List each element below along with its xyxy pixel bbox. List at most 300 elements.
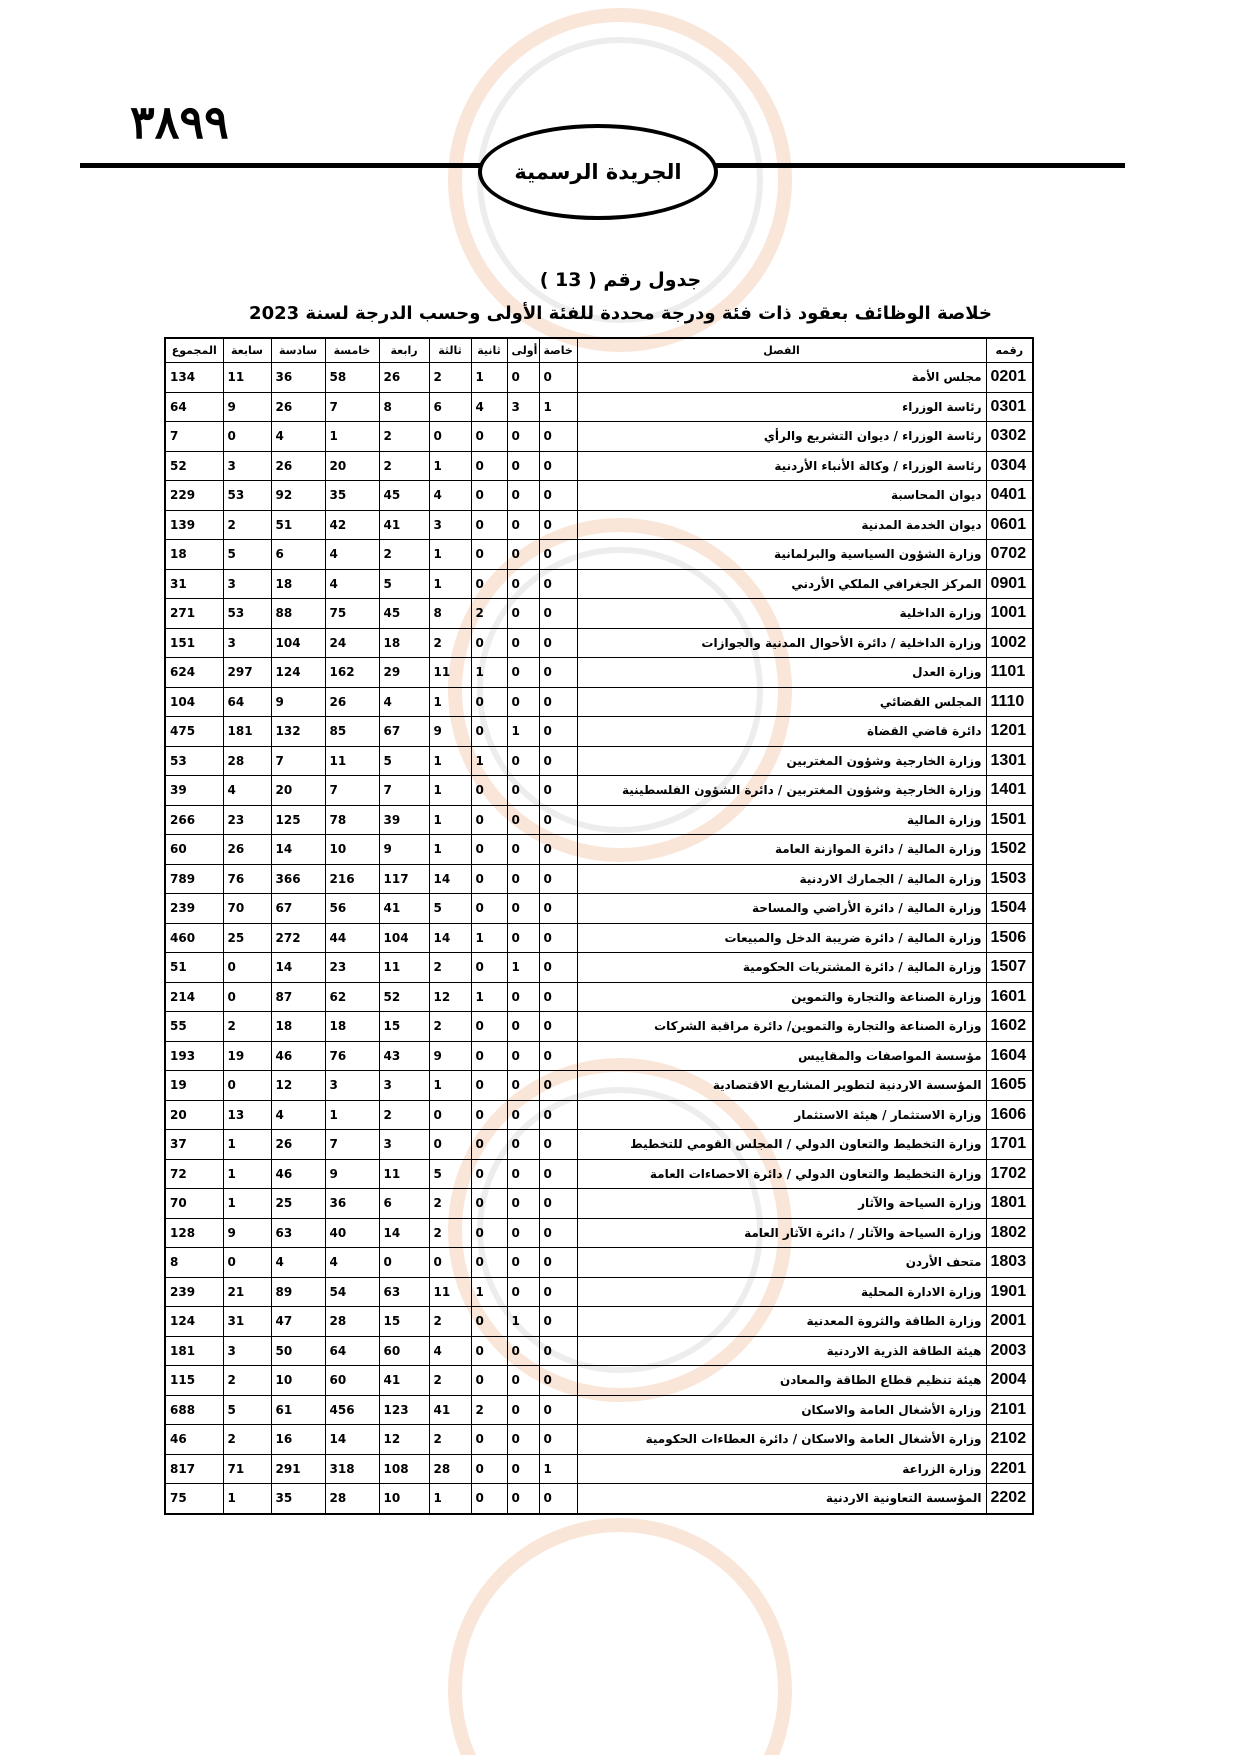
cell-fourth: 3 <box>379 1071 429 1101</box>
cell-sixth: 61 <box>271 1395 325 1425</box>
cell-name: مؤسسة المواصفات والمقاييس <box>577 1041 986 1071</box>
cell-sixth: 63 <box>271 1218 325 1248</box>
cell-name: متحف الأردن <box>577 1248 986 1278</box>
cell-seventh: 1 <box>223 1130 271 1160</box>
cell-code: 1601 <box>986 982 1033 1012</box>
table-row <box>165 1307 1033 1337</box>
cell-name: وزارة المالية / دائرة الأراضي والمساحة <box>577 894 986 924</box>
cell-code: 1803 <box>986 1248 1033 1278</box>
cell-code: 1201 <box>986 717 1033 747</box>
cell-third: 1 <box>429 569 471 599</box>
cell-third: 1 <box>429 1484 471 1514</box>
cell-fifth: 62 <box>325 982 379 1012</box>
cell-code: 1504 <box>986 894 1033 924</box>
cell-second: 0 <box>471 1454 507 1484</box>
cell-first: 0 <box>507 569 539 599</box>
jobs-summary-table <box>164 337 1034 1515</box>
cell-sixth: 125 <box>271 805 325 835</box>
cell-name: رئاسة الوزراء <box>577 392 986 422</box>
cell-fourth: 3 <box>379 1130 429 1160</box>
cell-special: 0 <box>539 776 577 806</box>
cell-fifth: 44 <box>325 923 379 953</box>
cell-third: 11 <box>429 658 471 688</box>
page-number: ٣٨٩٩ <box>130 95 229 149</box>
cell-total: 181 <box>165 1336 223 1366</box>
cell-special: 0 <box>539 687 577 717</box>
cell-special: 0 <box>539 1159 577 1189</box>
header-fourth: رابعة <box>379 338 429 363</box>
cell-fourth: 18 <box>379 628 429 658</box>
cell-fifth: 1 <box>325 422 379 452</box>
cell-code: 1702 <box>986 1159 1033 1189</box>
cell-second: 2 <box>471 599 507 629</box>
header-sixth: سادسة <box>271 338 325 363</box>
cell-third: 2 <box>429 1366 471 1396</box>
cell-total: 134 <box>165 363 223 393</box>
cell-total: 193 <box>165 1041 223 1071</box>
cell-total: 75 <box>165 1484 223 1514</box>
cell-sixth: 35 <box>271 1484 325 1514</box>
header-seventh: سابعة <box>223 338 271 363</box>
table-row <box>165 1395 1033 1425</box>
cell-special: 0 <box>539 835 577 865</box>
cell-fourth: 5 <box>379 746 429 776</box>
cell-fifth: 4 <box>325 540 379 570</box>
cell-first: 3 <box>507 392 539 422</box>
cell-code: 1602 <box>986 1012 1033 1042</box>
cell-third: 2 <box>429 953 471 983</box>
cell-special: 0 <box>539 1041 577 1071</box>
cell-first: 0 <box>507 628 539 658</box>
cell-special: 0 <box>539 1071 577 1101</box>
cell-second: 0 <box>471 717 507 747</box>
cell-name: مجلس الأمة <box>577 363 986 393</box>
cell-fourth: 11 <box>379 1159 429 1189</box>
table-row <box>165 1277 1033 1307</box>
cell-seventh: 3 <box>223 569 271 599</box>
cell-total: 460 <box>165 923 223 953</box>
cell-code: 1301 <box>986 746 1033 776</box>
cell-special: 0 <box>539 1100 577 1130</box>
cell-sixth: 20 <box>271 776 325 806</box>
cell-code: 1701 <box>986 1130 1033 1160</box>
cell-seventh: 23 <box>223 805 271 835</box>
cell-third: 2 <box>429 1189 471 1219</box>
table-row <box>165 746 1033 776</box>
cell-sixth: 47 <box>271 1307 325 1337</box>
cell-special: 0 <box>539 894 577 924</box>
cell-sixth: 46 <box>271 1159 325 1189</box>
cell-fifth: 14 <box>325 1425 379 1455</box>
table-row <box>165 805 1033 835</box>
table-row <box>165 569 1033 599</box>
cell-fourth: 29 <box>379 658 429 688</box>
cell-second: 4 <box>471 392 507 422</box>
cell-name: وزارة الصناعة والتجارة والتموين <box>577 982 986 1012</box>
cell-first: 0 <box>507 1100 539 1130</box>
cell-second: 0 <box>471 1041 507 1071</box>
cell-third: 11 <box>429 1277 471 1307</box>
table-row <box>165 1189 1033 1219</box>
cell-seventh: 5 <box>223 1395 271 1425</box>
cell-sixth: 36 <box>271 363 325 393</box>
cell-code: 0901 <box>986 569 1033 599</box>
cell-special: 0 <box>539 363 577 393</box>
cell-name: وزارة الداخلية / دائرة الأحوال المدنية والجوازات <box>577 628 986 658</box>
cell-special: 0 <box>539 953 577 983</box>
cell-second: 0 <box>471 1012 507 1042</box>
table-row <box>165 1130 1033 1160</box>
cell-fifth: 64 <box>325 1336 379 1366</box>
cell-fourth: 10 <box>379 1484 429 1514</box>
cell-fifth: 35 <box>325 481 379 511</box>
cell-name: وزارة الأشغال العامة والاسكان / دائرة العطاءات الحكومية <box>577 1425 986 1455</box>
cell-special: 0 <box>539 746 577 776</box>
table-row <box>165 1484 1033 1514</box>
header-fifth: خامسة <box>325 338 379 363</box>
cell-code: 1101 <box>986 658 1033 688</box>
cell-third: 5 <box>429 894 471 924</box>
cell-sixth: 132 <box>271 717 325 747</box>
cell-name: وزارة الخارجية وشؤون المغتربين / دائرة الشؤون الفلسطينية <box>577 776 986 806</box>
cell-total: 64 <box>165 392 223 422</box>
cell-sixth: 25 <box>271 1189 325 1219</box>
cell-seventh: 28 <box>223 746 271 776</box>
cell-first: 0 <box>507 1130 539 1160</box>
cell-code: 0201 <box>986 363 1033 393</box>
cell-code: 1503 <box>986 864 1033 894</box>
cell-second: 1 <box>471 363 507 393</box>
cell-special: 0 <box>539 1336 577 1366</box>
cell-name: المركز الجغرافي الملكي الأردني <box>577 569 986 599</box>
cell-fourth: 15 <box>379 1307 429 1337</box>
cell-second: 0 <box>471 1484 507 1514</box>
cell-fifth: 11 <box>325 746 379 776</box>
cell-name: رئاسة الوزراء / ديوان التشريع والرأي <box>577 422 986 452</box>
cell-first: 0 <box>507 540 539 570</box>
cell-third: 41 <box>429 1395 471 1425</box>
cell-first: 0 <box>507 776 539 806</box>
table-row <box>165 363 1033 393</box>
cell-name: وزارة المالية / دائرة ضريبة الدخل والمبيعات <box>577 923 986 953</box>
cell-first: 0 <box>507 481 539 511</box>
cell-sixth: 16 <box>271 1425 325 1455</box>
cell-name: هيئة الطاقة الذرية الاردنية <box>577 1336 986 1366</box>
cell-total: 55 <box>165 1012 223 1042</box>
cell-seventh: 9 <box>223 392 271 422</box>
table-row <box>165 1218 1033 1248</box>
cell-total: 688 <box>165 1395 223 1425</box>
cell-code: 2004 <box>986 1366 1033 1396</box>
cell-code: 0702 <box>986 540 1033 570</box>
cell-seventh: 0 <box>223 422 271 452</box>
table-row <box>165 1336 1033 1366</box>
cell-code: 0401 <box>986 481 1033 511</box>
cell-fifth: 9 <box>325 1159 379 1189</box>
cell-code: 0301 <box>986 392 1033 422</box>
cell-fourth: 41 <box>379 894 429 924</box>
cell-second: 1 <box>471 1277 507 1307</box>
cell-third: 2 <box>429 1307 471 1337</box>
cell-first: 0 <box>507 1425 539 1455</box>
cell-seventh: 71 <box>223 1454 271 1484</box>
cell-third: 8 <box>429 599 471 629</box>
cell-third: 14 <box>429 923 471 953</box>
cell-second: 0 <box>471 1366 507 1396</box>
cell-total: 229 <box>165 481 223 511</box>
header-second: ثانية <box>471 338 507 363</box>
cell-code: 1604 <box>986 1041 1033 1071</box>
cell-third: 1 <box>429 835 471 865</box>
cell-third: 4 <box>429 1336 471 1366</box>
cell-name: وزارة المالية / دائرة المشتريات الحكومية <box>577 953 986 983</box>
cell-seventh: 26 <box>223 835 271 865</box>
cell-sixth: 18 <box>271 569 325 599</box>
cell-total: 624 <box>165 658 223 688</box>
cell-special: 0 <box>539 1012 577 1042</box>
cell-second: 0 <box>471 569 507 599</box>
cell-sixth: 4 <box>271 1100 325 1130</box>
cell-name: وزارة الصناعة والتجارة والتموين/ دائرة مراقبة الشركات <box>577 1012 986 1042</box>
cell-special: 0 <box>539 1307 577 1337</box>
cell-seventh: 3 <box>223 1336 271 1366</box>
cell-sixth: 9 <box>271 687 325 717</box>
cell-code: 0304 <box>986 451 1033 481</box>
cell-seventh: 5 <box>223 540 271 570</box>
cell-total: 151 <box>165 628 223 658</box>
table-row <box>165 510 1033 540</box>
table-row <box>165 658 1033 688</box>
table-row <box>165 717 1033 747</box>
cell-code: 1507 <box>986 953 1033 983</box>
cell-fourth: 2 <box>379 1100 429 1130</box>
cell-fourth: 45 <box>379 599 429 629</box>
cell-second: 1 <box>471 982 507 1012</box>
cell-sixth: 51 <box>271 510 325 540</box>
cell-third: 2 <box>429 1218 471 1248</box>
cell-third: 1 <box>429 776 471 806</box>
cell-sixth: 272 <box>271 923 325 953</box>
cell-fourth: 123 <box>379 1395 429 1425</box>
cell-fourth: 9 <box>379 835 429 865</box>
cell-total: 70 <box>165 1189 223 1219</box>
table-row <box>165 1071 1033 1101</box>
cell-name: وزارة المالية / دائرة الموازنة العامة <box>577 835 986 865</box>
table-row <box>165 923 1033 953</box>
cell-fourth: 5 <box>379 569 429 599</box>
cell-third: 0 <box>429 422 471 452</box>
cell-fourth: 0 <box>379 1248 429 1278</box>
cell-first: 0 <box>507 658 539 688</box>
cell-code: 1801 <box>986 1189 1033 1219</box>
cell-fourth: 2 <box>379 451 429 481</box>
cell-first: 0 <box>507 923 539 953</box>
cell-total: 37 <box>165 1130 223 1160</box>
cell-second: 0 <box>471 894 507 924</box>
cell-sixth: 14 <box>271 953 325 983</box>
cell-first: 0 <box>507 687 539 717</box>
cell-code: 1002 <box>986 628 1033 658</box>
cell-seventh: 1 <box>223 1159 271 1189</box>
cell-total: 7 <box>165 422 223 452</box>
cell-name: المؤسسة التعاونية الاردنية <box>577 1484 986 1514</box>
cell-sixth: 4 <box>271 1248 325 1278</box>
cell-first: 0 <box>507 982 539 1012</box>
cell-name: ديوان الخدمة المدنية <box>577 510 986 540</box>
cell-name: وزارة التخطيط والتعاون الدولي / المجلس القومي للتخطيط <box>577 1130 986 1160</box>
cell-fourth: 2 <box>379 422 429 452</box>
cell-fifth: 58 <box>325 363 379 393</box>
cell-first: 0 <box>507 599 539 629</box>
cell-special: 0 <box>539 1130 577 1160</box>
cell-second: 2 <box>471 1395 507 1425</box>
table-row <box>165 628 1033 658</box>
cell-third: 1 <box>429 1071 471 1101</box>
cell-total: 60 <box>165 835 223 865</box>
cell-first: 0 <box>507 1012 539 1042</box>
cell-second: 0 <box>471 1248 507 1278</box>
cell-third: 2 <box>429 1012 471 1042</box>
cell-seventh: 21 <box>223 1277 271 1307</box>
cell-fifth: 7 <box>325 392 379 422</box>
cell-second: 0 <box>471 1189 507 1219</box>
cell-total: 39 <box>165 776 223 806</box>
table-row <box>165 540 1033 570</box>
cell-name: دائرة قاضي القضاة <box>577 717 986 747</box>
cell-total: 19 <box>165 1071 223 1101</box>
cell-special: 1 <box>539 392 577 422</box>
cell-fifth: 23 <box>325 953 379 983</box>
cell-sixth: 18 <box>271 1012 325 1042</box>
cell-fourth: 43 <box>379 1041 429 1071</box>
cell-fifth: 20 <box>325 451 379 481</box>
cell-special: 0 <box>539 1395 577 1425</box>
cell-total: 475 <box>165 717 223 747</box>
table-row <box>165 1041 1033 1071</box>
header-total: المجموع <box>165 338 223 363</box>
cell-second: 0 <box>471 1159 507 1189</box>
cell-third: 1 <box>429 805 471 835</box>
cell-special: 0 <box>539 1425 577 1455</box>
cell-total: 31 <box>165 569 223 599</box>
cell-name: وزارة المالية <box>577 805 986 835</box>
cell-fifth: 1 <box>325 1100 379 1130</box>
cell-code: 1901 <box>986 1277 1033 1307</box>
cell-fourth: 60 <box>379 1336 429 1366</box>
gazette-name-oval <box>478 124 718 220</box>
cell-name: وزارة الادارة المحلية <box>577 1277 986 1307</box>
cell-fifth: 40 <box>325 1218 379 1248</box>
cell-code: 1802 <box>986 1218 1033 1248</box>
cell-first: 1 <box>507 717 539 747</box>
cell-sixth: 88 <box>271 599 325 629</box>
cell-code: 2001 <box>986 1307 1033 1337</box>
cell-special: 1 <box>539 1454 577 1484</box>
cell-special: 0 <box>539 1484 577 1514</box>
cell-total: 53 <box>165 746 223 776</box>
cell-name: ديوان المحاسبة <box>577 481 986 511</box>
header-first: أولى <box>507 338 539 363</box>
cell-first: 0 <box>507 1277 539 1307</box>
cell-second: 1 <box>471 746 507 776</box>
cell-first: 0 <box>507 1218 539 1248</box>
cell-first: 1 <box>507 953 539 983</box>
cell-seventh: 13 <box>223 1100 271 1130</box>
cell-fifth: 28 <box>325 1307 379 1337</box>
cell-code: 1506 <box>986 923 1033 953</box>
cell-sixth: 67 <box>271 894 325 924</box>
cell-total: 104 <box>165 687 223 717</box>
cell-fifth: 4 <box>325 1248 379 1278</box>
cell-fifth: 4 <box>325 569 379 599</box>
cell-fourth: 52 <box>379 982 429 1012</box>
cell-second: 0 <box>471 1100 507 1130</box>
cell-special: 0 <box>539 481 577 511</box>
cell-seventh: 53 <box>223 481 271 511</box>
cell-fourth: 67 <box>379 717 429 747</box>
table-header-row <box>165 338 1033 363</box>
cell-second: 0 <box>471 687 507 717</box>
cell-first: 0 <box>507 1454 539 1484</box>
cell-seventh: 3 <box>223 628 271 658</box>
cell-fifth: 85 <box>325 717 379 747</box>
table-row <box>165 1100 1033 1130</box>
table-title: خلاصة الوظائف بعقود ذات فئة ودرجة محددة للفئة الأولى وحسب الدرجة لسنة 2023 <box>249 303 992 324</box>
cell-seventh: 2 <box>223 1012 271 1042</box>
cell-code: 2201 <box>986 1454 1033 1484</box>
table-row <box>165 422 1033 452</box>
cell-first: 1 <box>507 1307 539 1337</box>
cell-second: 0 <box>471 1071 507 1101</box>
cell-total: 128 <box>165 1218 223 1248</box>
cell-special: 0 <box>539 422 577 452</box>
cell-fifth: 42 <box>325 510 379 540</box>
cell-second: 0 <box>471 1425 507 1455</box>
cell-name: وزارة العدل <box>577 658 986 688</box>
table-row <box>165 687 1033 717</box>
table-row <box>165 599 1033 629</box>
cell-name: وزارة المالية / الجمارك الاردنية <box>577 864 986 894</box>
cell-total: 239 <box>165 1277 223 1307</box>
cell-code: 1110 <box>986 687 1033 717</box>
cell-fifth: 56 <box>325 894 379 924</box>
header-special: خاصة <box>539 338 577 363</box>
cell-total: 266 <box>165 805 223 835</box>
cell-first: 0 <box>507 1071 539 1101</box>
cell-seventh: 64 <box>223 687 271 717</box>
cell-third: 0 <box>429 1248 471 1278</box>
cell-special: 0 <box>539 864 577 894</box>
cell-second: 0 <box>471 1130 507 1160</box>
cell-sixth: 46 <box>271 1041 325 1071</box>
cell-first: 0 <box>507 451 539 481</box>
cell-total: 51 <box>165 953 223 983</box>
cell-sixth: 291 <box>271 1454 325 1484</box>
cell-fifth: 3 <box>325 1071 379 1101</box>
table-row <box>165 392 1033 422</box>
cell-fourth: 4 <box>379 687 429 717</box>
cell-sixth: 26 <box>271 1130 325 1160</box>
table-row <box>165 481 1033 511</box>
cell-fifth: 318 <box>325 1454 379 1484</box>
cell-total: 20 <box>165 1100 223 1130</box>
cell-name: وزارة الاستثمار / هيئة الاستثمار <box>577 1100 986 1130</box>
cell-fifth: 10 <box>325 835 379 865</box>
cell-second: 0 <box>471 451 507 481</box>
cell-sixth: 7 <box>271 746 325 776</box>
cell-fifth: 54 <box>325 1277 379 1307</box>
header-code: رقمه <box>986 338 1033 363</box>
